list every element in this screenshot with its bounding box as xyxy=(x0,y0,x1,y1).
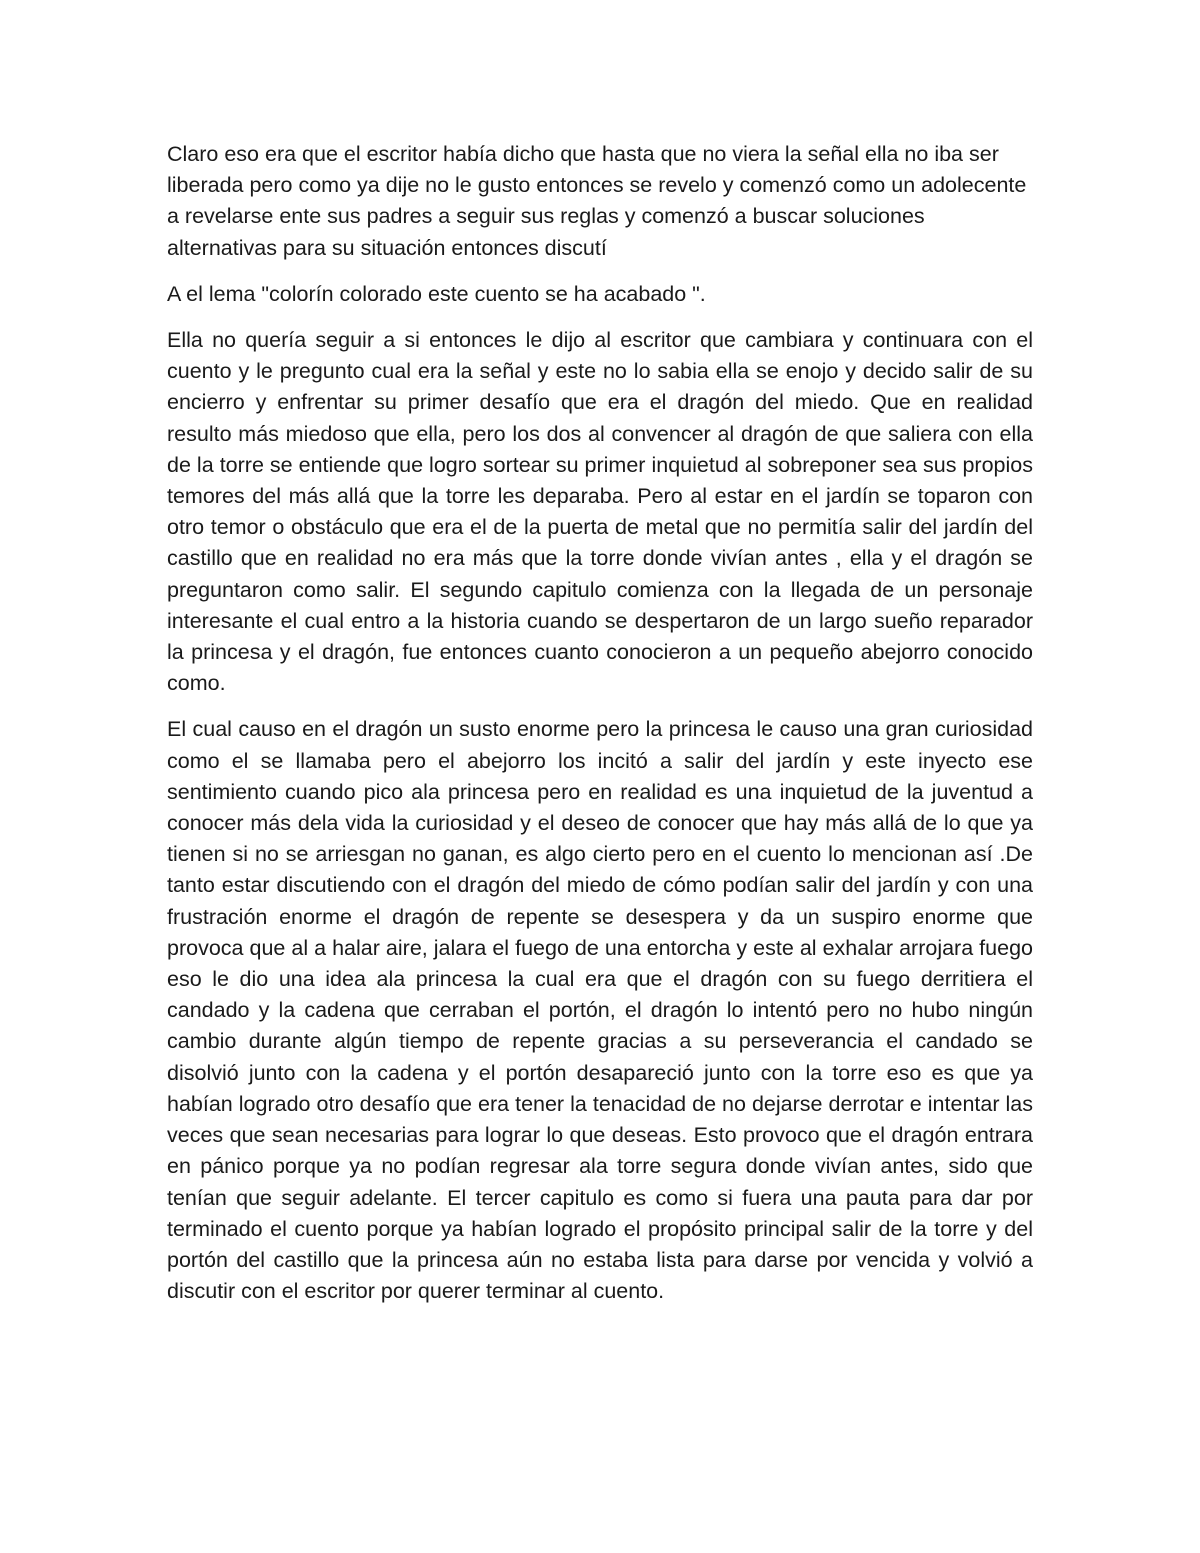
paragraph-1: Claro eso era que el escritor había dicho que hasta que no viera la señal ella no iba ser liberada pero como ya dije no le gusto entonces se revelo y comenzó como un adolecente a revelarse ente sus padres a seguir sus reglas y comenzó a buscar soluciones alternativas para su situación entonces discutí xyxy=(167,142,1027,260)
paragraph-3: Ella no quería seguir a si entonces le dijo al escritor que cambiara y continuara con el cuento y le pregunto cual era la señal y este no lo sabia ella se enojo y decido salir de su encierro y enfrentar su primer desafío que era el dragón del miedo. Que en realidad resulto más miedoso que ella, pero los dos al convencer al dragón de que saliera con ella de la torre se entiende que logro sortear su primer inquietud al sobreponer sea sus propios temores del más allá que la torre les deparaba. Pero al estar en el jardín se toparon con otro temor o obstáculo que era el de la puerta de metal que no permitía salir del jardín del castillo que en realidad no era más que la torre donde vivían antes , ella y el dragón se preguntaron como salir. El segundo capitulo comienza con la llegada de un personaje interesante el cual entro a la historia cuando se despertaron de un largo sueño reparador la princesa y el dragón, fue entonces cuanto conocieron a un pequeño abejorro conocido como. xyxy=(167,328,1033,696)
paragraph-2: A el lema "colorín colorado este cuento se ha acabado ". xyxy=(167,281,706,306)
document-body xyxy=(167,139,1033,1322)
paragraph-4: El cual causo en el dragón un susto enorme pero la princesa le causo una gran curiosidad como el se llamaba pero el abejorro los incitó a salir del jardín y este inyecto ese sentimiento cuando pico ala princesa pero en realidad es una inquietud de la juventud a conocer más dela vida la curiosidad y el deseo de conocer que hay más allá de lo que ya tienen si no se arriesgan no ganan, es algo cierto pero en el cuento lo mencionan así .De tanto estar discutiendo con el dragón del miedo de cómo podían salir del jardín y con una frustración enorme el dragón de repente se desespera y da un suspiro enorme que provoca que al a halar aire, jalara el fuego de una entorcha y este al exhalar arrojara fuego eso le dio una idea ala princesa la cual era que el dragón con su fuego derritiera el candado y la cadena que cerraban el portón, el dragón lo intentó pero no hubo ningún cambio durante algún tiempo de repente gracias a su perseverancia el candado se disolvió junto con la cadena y el portón desapareció junto con la torre eso es que ya habían logrado otro desafío que era tener la tenacidad de no dejarse derrotar e intentar las veces que sean necesarias para lograr lo que deseas. Esto provoco que el dragón entrara en pánico porque ya no podían regresar ala torre segura donde vivían antes, sido que tenían que seguir adelante. El tercer capitulo es como si fuera una pauta para dar por terminado el cuento porque ya habían logrado el propósito principal salir de la torre y del portón del castillo que la princesa aún no estaba lista para darse por vencida y volvió a discutir con el escritor por querer terminar al cuento. xyxy=(167,717,1033,1304)
